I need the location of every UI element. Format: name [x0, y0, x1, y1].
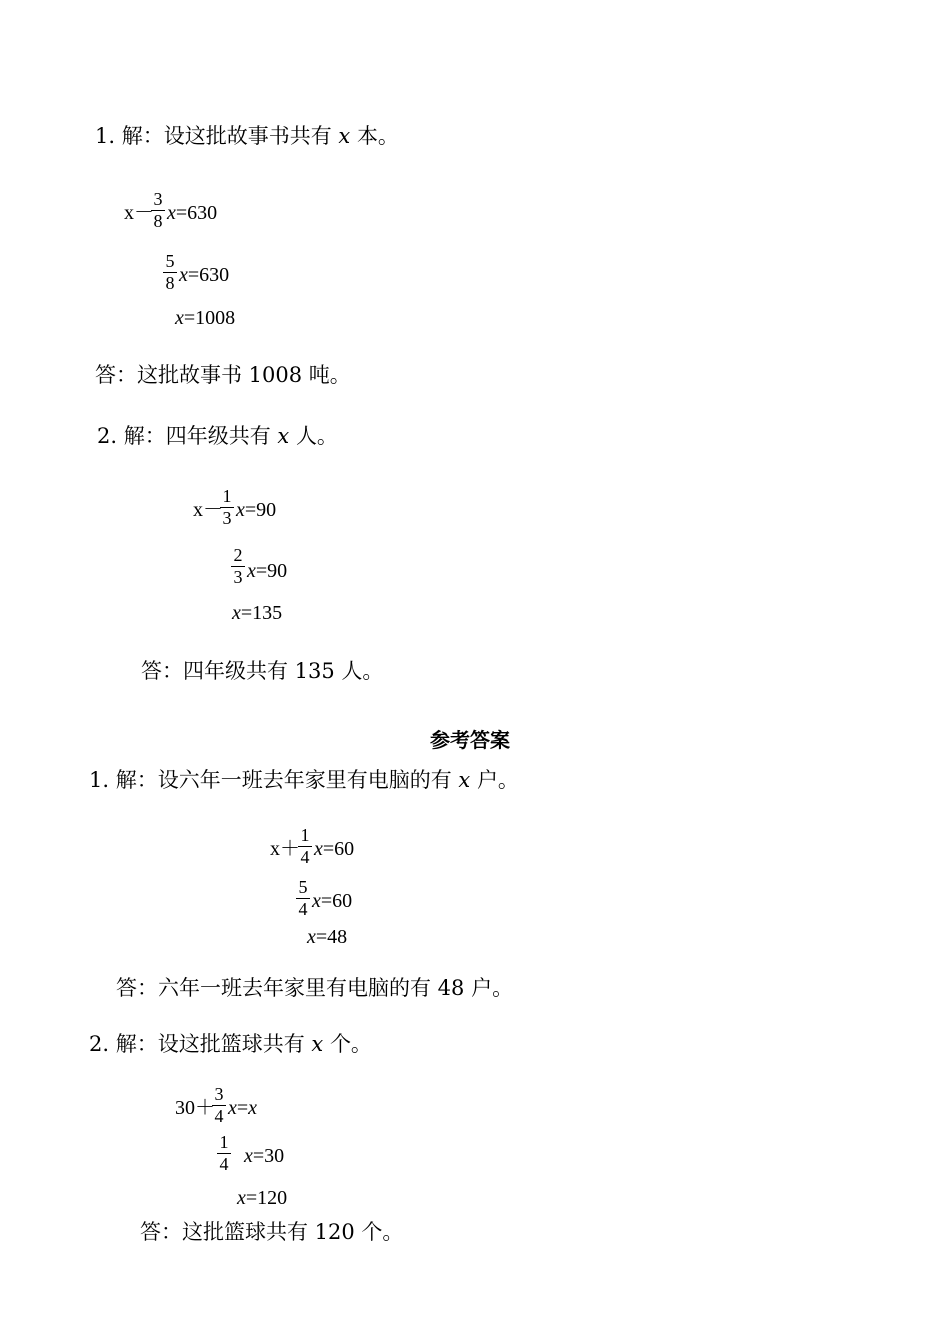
answer-2: 答：这批篮球共有 120 个。: [140, 1220, 404, 1244]
variable: x: [338, 124, 351, 148]
variable: x: [307, 926, 316, 948]
numerator: 1: [298, 826, 312, 847]
equation-3: [232, 602, 282, 624]
variable: x: [236, 499, 245, 521]
denominator: 8: [165, 273, 175, 293]
variable: x: [248, 1097, 258, 1119]
solve-text: 1. 解：设六年一班去年家里有电脑的有: [89, 768, 452, 792]
variable: x: [244, 1145, 253, 1167]
solve-end: 户。: [476, 768, 519, 792]
solve-end: 个。: [329, 1032, 372, 1056]
equation-1-left: 30＋: [175, 1097, 215, 1119]
equation-3: [307, 926, 347, 948]
denominator: 4: [300, 847, 310, 867]
denominator: 4: [219, 1154, 229, 1174]
fraction: [231, 546, 245, 587]
fraction: [163, 252, 177, 293]
equation-value: =1008: [183, 307, 236, 329]
denominator: 8: [153, 211, 163, 231]
equation-3: [175, 307, 235, 329]
variable: x: [277, 424, 290, 448]
variable: x: [311, 1032, 324, 1056]
solve-end: 人。: [295, 424, 338, 448]
variable: x: [232, 602, 241, 624]
answer-2: 答：四年级共有 135 人。: [141, 659, 384, 683]
fraction: [220, 487, 234, 528]
equation-1-rhs: [236, 499, 276, 521]
equation-value: =630: [187, 264, 230, 286]
solve-text: 2. 解：四年级共有: [97, 424, 271, 448]
variable: x: [175, 307, 184, 329]
equation-value: =90: [244, 499, 277, 521]
answer-1: 答：六年一班去年家里有电脑的有 48 户。: [116, 976, 514, 1000]
variable: x: [237, 1187, 246, 1209]
denominator: 4: [298, 899, 308, 919]
numerator: 1: [217, 1133, 231, 1154]
problem-2-statement: [97, 424, 338, 448]
equation-value: =60: [320, 890, 353, 912]
answer-1: 答：这批故事书 1008 吨。: [95, 363, 351, 387]
fraction: [217, 1133, 231, 1174]
solve-text: 1. 解：设这批故事书共有: [95, 124, 332, 148]
equation-2: [247, 560, 287, 582]
variable: x: [312, 890, 321, 912]
numerator: 3: [151, 190, 165, 211]
equation-value: =120: [245, 1187, 288, 1209]
variable: x: [179, 264, 188, 286]
equation-value: =30: [252, 1145, 285, 1167]
equation-2: [179, 264, 229, 286]
equation-value: =135: [240, 602, 283, 624]
problem-1-statement: [89, 768, 519, 792]
equation-value: =630: [175, 202, 218, 224]
problem-1-statement: [95, 124, 399, 148]
equation-2: [244, 1145, 284, 1167]
equation-1-left: x－: [193, 499, 223, 521]
fraction: [298, 826, 312, 867]
equation-1-left: x＋: [270, 838, 300, 860]
solve-end: 本。: [356, 124, 399, 148]
numerator: 5: [163, 252, 177, 273]
equation-2: [312, 890, 352, 912]
variable: x: [228, 1097, 237, 1119]
problem-2-statement: [89, 1032, 372, 1056]
variable: x: [458, 768, 471, 792]
equation-value: =: [236, 1097, 249, 1119]
equation-1-left: x－: [124, 202, 154, 224]
equation-1-rhs: [314, 838, 354, 860]
equation-3: [237, 1187, 287, 1209]
equation-value: =90: [255, 560, 288, 582]
numerator: 3: [212, 1085, 226, 1106]
equation-value: =60: [322, 838, 355, 860]
fraction: [151, 190, 165, 231]
denominator: 3: [222, 508, 232, 528]
variable: x: [167, 202, 176, 224]
numerator: 5: [296, 878, 310, 899]
denominator: 3: [233, 567, 243, 587]
equation-value: =48: [315, 926, 348, 948]
equation-1-rhs: [228, 1097, 257, 1119]
numerator: 2: [231, 546, 245, 567]
denominator: 4: [214, 1106, 224, 1126]
variable: x: [314, 838, 323, 860]
variable: x: [247, 560, 256, 582]
solve-text: 2. 解：设这批篮球共有: [89, 1032, 305, 1056]
fraction: [212, 1085, 226, 1126]
numerator: 1: [220, 487, 234, 508]
section-title: 参考答案: [430, 728, 510, 752]
fraction: [296, 878, 310, 919]
equation-1-rhs: [167, 202, 217, 224]
